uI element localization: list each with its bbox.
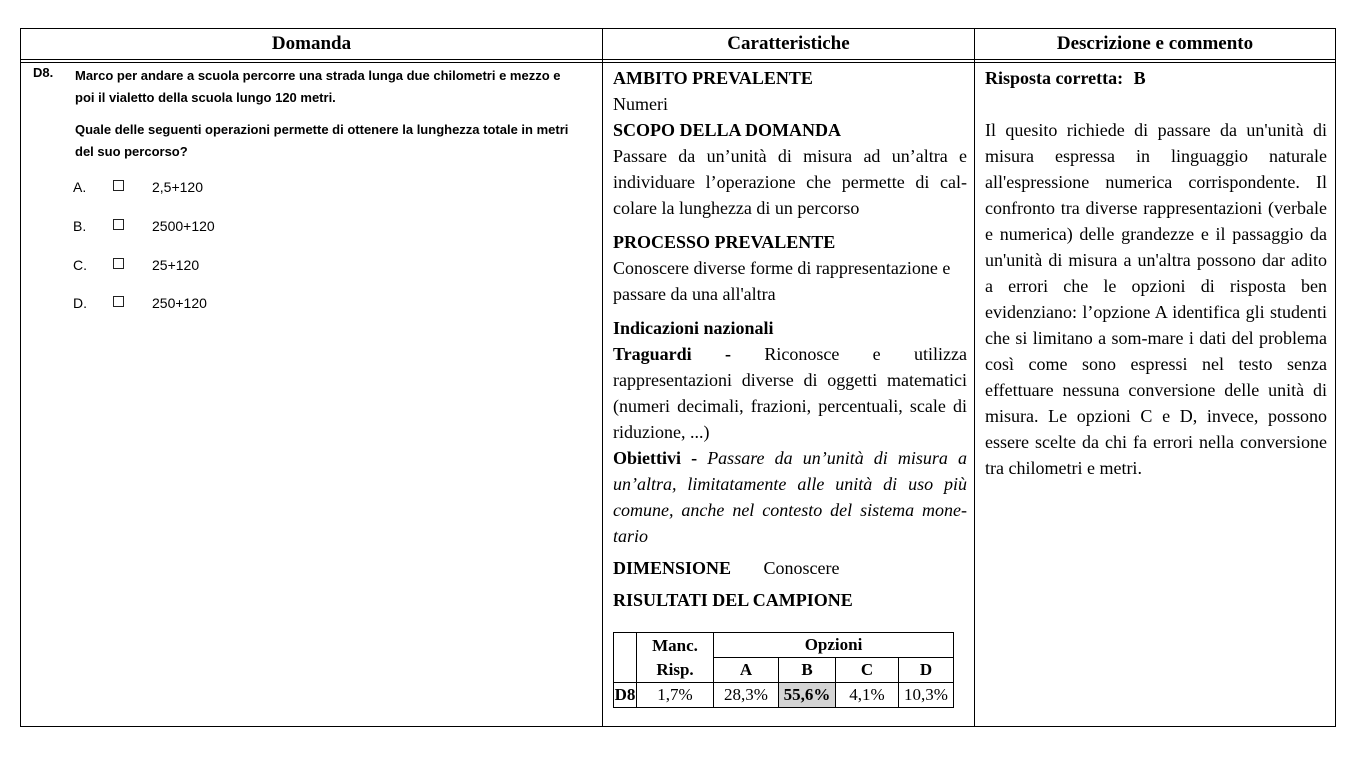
processo-title: PROCESSO PREVALENTE <box>613 232 836 252</box>
answer-line <box>985 65 1327 91</box>
obiettivi-value: Passare da un’unità di misura a un’altra, limitatamente alle unità di uso più comune, anche nel contesto del sistema mone-tario <box>613 448 967 546</box>
option-expression: 25+120 <box>152 257 200 273</box>
value-c: 4,1% <box>836 683 899 708</box>
risultati-title: RISULTATI DEL CAMPIONE <box>613 590 853 610</box>
results-corner-cell <box>614 633 637 683</box>
value-b-correct: 55,6% <box>779 683 836 708</box>
question-code: D8. <box>33 65 54 80</box>
checkbox-icon[interactable] <box>113 258 124 269</box>
checkbox-icon[interactable] <box>113 219 124 230</box>
opzioni-header: Opzioni <box>714 633 954 658</box>
item-table <box>20 28 1336 727</box>
option-letter: B. <box>73 218 87 234</box>
option-expression: 2500+120 <box>152 218 215 234</box>
obiettivi-block <box>613 445 967 549</box>
option-expression: 250+120 <box>152 295 207 311</box>
traguardi-dash: - <box>725 344 732 364</box>
option-letter: D. <box>73 295 87 311</box>
results-table <box>613 632 954 708</box>
comment-text: Il quesito richiede di passare da un'unità di misura espressa in linguaggio naturale all'espressione numerica corrispondente. Il confronto tra diverse rappresentazioni (verbale e numerica) delle grandezze e il passaggio da un'unità di misura a un'altra possono dar adito a errori che le opzioni di risposta ben evidenziano: l’opzione A identifica gli studenti che si limitano a som-mare i dati del problema così come sono espressi nel testo senza effettuare nessuna conversione delle unità di misura. Le opzioni C e D, invece, possono essere scelte da chi fa errori nella conversione tra chilometri e metri. <box>985 120 1327 478</box>
processo-value: Conoscere diverse forme di rappresentazione e passare da una all'altra <box>613 258 951 304</box>
ambito-value: Numeri <box>613 94 668 114</box>
col-header-d: D <box>899 658 954 683</box>
header-descrizione: Descrizione e commento <box>1056 33 1254 54</box>
scopo-title: SCOPO DELLA DOMANDA <box>613 120 842 140</box>
header-divider <box>21 59 1335 60</box>
header-caratteristiche: Caratteristiche <box>727 33 850 54</box>
checkbox-icon[interactable] <box>113 296 124 307</box>
manc-header-line1: Manc. <box>652 635 698 655</box>
col-header-c: C <box>836 658 899 683</box>
option-expression: 2,5+120 <box>152 179 203 195</box>
answer-label: Risposta corretta: <box>985 68 1124 88</box>
manc-value: 1,7% <box>637 683 714 708</box>
answer-value: B <box>1133 68 1146 88</box>
description-cell <box>985 65 1327 481</box>
question-text: Marco per andare a scuola percorre una strada lunga due chilometri e mezzo e poi il vialetto della scuola lungo 120 metri. <box>75 68 561 105</box>
row-label: D8 <box>614 683 637 708</box>
indicazioni-title: Indicazioni nazionali <box>613 318 774 338</box>
header-divider <box>21 62 1335 63</box>
col-header-b: B <box>779 658 836 683</box>
dimensione-title: DIMENSIONE <box>613 558 732 578</box>
checkbox-icon[interactable] <box>113 180 124 191</box>
option-letter: C. <box>73 257 87 273</box>
header-domanda: Domanda <box>271 33 352 54</box>
column-divider <box>602 29 603 726</box>
col-header-a: A <box>714 658 779 683</box>
dimensione-value: Conoscere <box>763 558 840 578</box>
ambito-title: AMBITO PREVALENTE <box>613 68 813 88</box>
column-divider <box>974 29 975 726</box>
manc-header <box>637 633 714 683</box>
obiettivi-label: Obiettivi <box>613 448 681 468</box>
question-prompt: Quale delle seguenti operazioni permette di ottenere la lunghezza totale in metri del suo percorso? <box>75 122 569 159</box>
traguardi-label: Traguardi <box>613 344 692 364</box>
option-letter: A. <box>73 179 87 195</box>
dimensione-block <box>613 555 967 581</box>
value-d: 10,3% <box>899 683 954 708</box>
characteristics-cell <box>613 65 967 613</box>
manc-header-line2: Risp. <box>656 659 694 679</box>
traguardi-block <box>613 341 967 445</box>
traguardi-value: Riconosce e utilizza rappresentazioni diverse di oggetti matematici (numeri decimali, frazioni, percentuali, scale di riduzione, ...) <box>613 344 967 442</box>
scopo-value: Passare da un’unità di misura ad un’altra e individuare l’operazione che permette di cal-colare la lunghezza di un percorso <box>613 146 967 218</box>
value-a: 28,3% <box>714 683 779 708</box>
obiettivi-dash: - <box>691 448 698 468</box>
